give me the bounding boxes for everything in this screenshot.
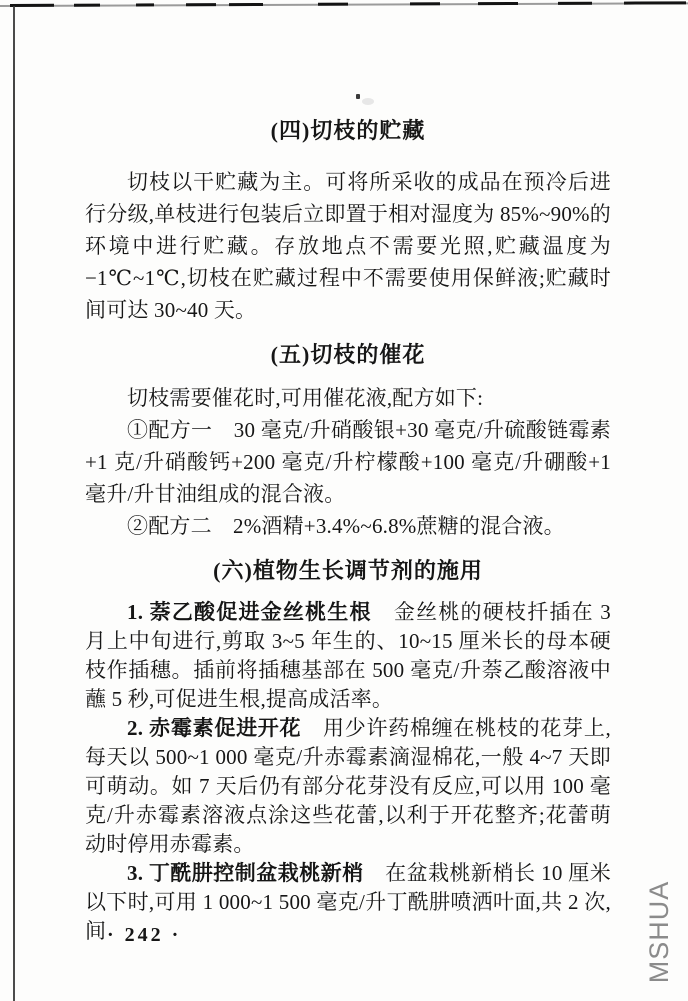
section-flower-forcing — [85, 340, 611, 542]
section-heading: (五)切枝的催花 — [270, 342, 426, 367]
scan-smudge — [362, 98, 374, 105]
scan-artifact-top-edge-line — [0, 2, 688, 7]
paragraph: 切枝需要催花时,可用催花液,配方如下: — [127, 386, 484, 410]
section-heading: (六)植物生长调节剂的施用 — [213, 558, 483, 583]
item-text: 金丝桃的硬枝扦插在 3 月上中旬进行,剪取 3~5 年生的、10~15 厘米长的母本硬枝作插穗。插前将插穗基部在 500 毫克/升萘乙酸溶液中蘸 5 秒,可促进生根,提高成活率。 — [85, 600, 611, 711]
item-title: 1. 萘乙酸促进金丝桃生根 — [127, 600, 372, 624]
section-growth-regulators — [85, 556, 611, 946]
paragraph-formula-2: ②配方二 2%酒精+3.4%~6.8%蔗糖的混合液。 — [127, 514, 565, 538]
item-text: 用少许药棉缠在桃枝的花芽上,每天以 500~1 000 毫克/升赤霉素滴湿棉花,一般 4~7 天即可萌动。如 7 天后仍有部分花芽没有反应,可以用 100 毫克/升赤霉素溶液点涂这些花蕾,以利于开花整齐;花蕾萌动时停用赤霉素。 — [85, 716, 612, 856]
item-title: 3. 丁酰肼控制盆栽桃新梢 — [127, 861, 364, 885]
page-number: · 242 · — [107, 924, 182, 946]
numbered-item-2 — [85, 714, 611, 859]
section-storage — [85, 116, 611, 326]
watermark-mshua: MSHUA — [644, 880, 674, 984]
paragraph-formula-1: ①配方一 30 毫克/升硝酸银+30 毫克/升硫酸链霉素+1 克/升硝酸钙+200 毫克/升柠檬酸+100 毫克/升硼酸+1 毫升/升甘油组成的混合液。 — [85, 418, 611, 506]
item-title: 2. 赤霉素促进开花 — [127, 716, 302, 740]
section-heading: (四)切枝的贮藏 — [270, 118, 426, 143]
scan-speck — [356, 94, 360, 99]
scan-artifact-left-edge-line — [13, 6, 15, 1001]
numbered-item-1 — [85, 598, 611, 714]
text-block — [85, 116, 611, 946]
paragraph: 切枝以干贮藏为主。可将所采收的成品在预冷后进行分级,单枝进行包装后立即置于相对湿度为 85%~90%的环境中进行贮藏。存放地点不需要光照,贮藏温度为−1℃~1℃,切枝在贮藏过程中不需要使用保鲜液;贮藏时间可达 30~40 天。 — [85, 170, 611, 322]
item-text: 在盆栽桃新梢长 10 厘米以下时,可用 1 000~1 500 毫克/升丁酰肼喷洒叶面,共 2 次,间 — [85, 861, 611, 943]
